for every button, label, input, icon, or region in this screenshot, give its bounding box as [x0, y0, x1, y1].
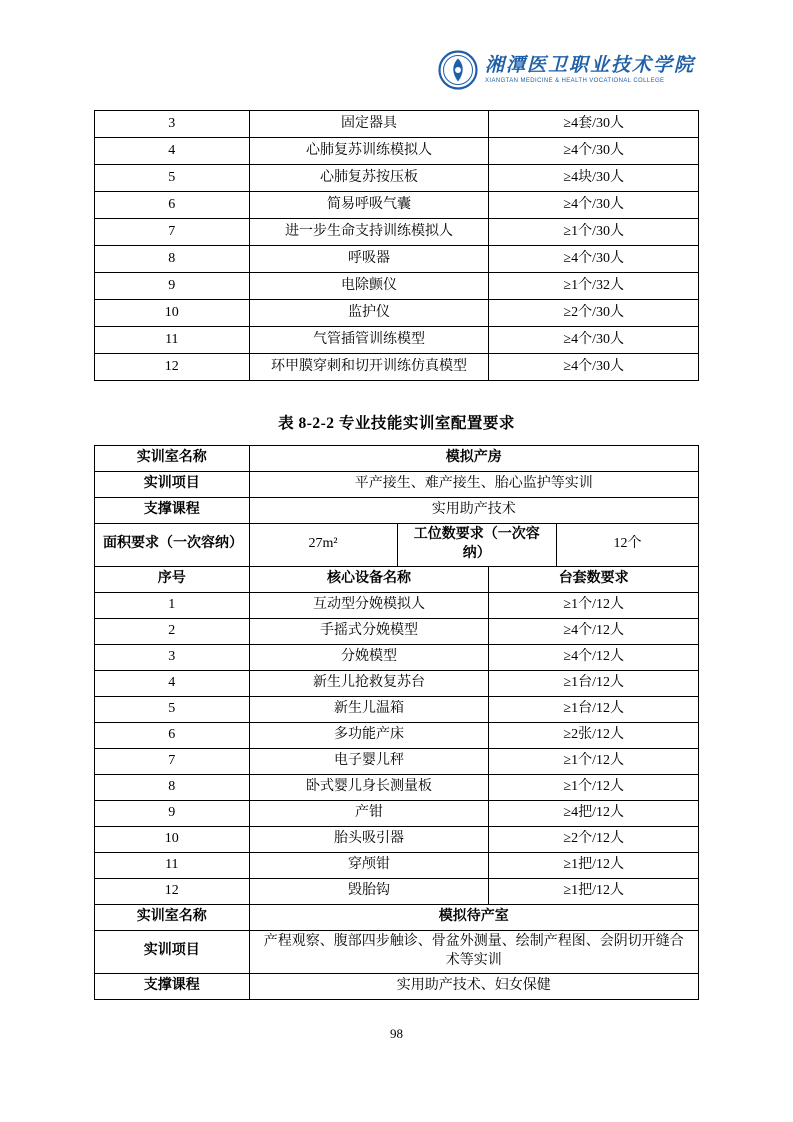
project-label: 实训项目: [95, 472, 250, 498]
table-row: [95, 722, 699, 748]
table-row: [95, 354, 699, 381]
cell-quantity-requirement: ≥1把/12人: [489, 852, 699, 878]
table-row: [95, 138, 699, 165]
cell-serial-number: 7: [95, 748, 250, 774]
project-row: [95, 472, 699, 498]
room-name-label: 实训室名称: [95, 446, 250, 472]
course2-value: 实用助产技术、妇女保健: [249, 973, 698, 999]
course-row: [95, 498, 699, 524]
room2-name-value: 模拟待产室: [249, 904, 698, 930]
cell-quantity-requirement: ≥2个/12人: [489, 826, 699, 852]
cell-equipment-name: 产钳: [249, 800, 489, 826]
project2-label: 实训项目: [95, 930, 250, 973]
cell-equipment-name: 卧式婴儿身长测量板: [249, 774, 489, 800]
table-row: [95, 246, 699, 273]
stations-label: 工位数要求（一次容纳）: [397, 524, 556, 567]
table-row: [95, 165, 699, 192]
cell-quantity-requirement: ≥4把/12人: [489, 800, 699, 826]
cell-serial-number: 1: [95, 592, 250, 618]
table-row: [95, 800, 699, 826]
cell-quantity-requirement: ≥4个/12人: [489, 644, 699, 670]
cell-quantity-requirement: ≥4个/30人: [489, 192, 699, 219]
cell-quantity-requirement: ≥2个/30人: [489, 300, 699, 327]
table-caption: 表 8-2-2 专业技能实训室配置要求: [278, 415, 515, 432]
cell-quantity-requirement: ≥4个/30人: [489, 327, 699, 354]
cell-equipment-name: 新生儿温箱: [249, 696, 489, 722]
cell-serial-number: 4: [95, 138, 250, 165]
cell-equipment-name: 进一步生命支持训练模拟人: [249, 219, 489, 246]
equipment-list-1: [95, 111, 699, 381]
cell-serial-number: 8: [95, 774, 250, 800]
table-row: [95, 670, 699, 696]
table-row: [95, 748, 699, 774]
table-row: [95, 852, 699, 878]
project-value: 平产接生、难产接生、胎心监护等实训: [249, 472, 698, 498]
cell-serial-number: 3: [95, 111, 250, 138]
area-stations-row: [95, 524, 699, 567]
cell-serial-number: 6: [95, 722, 250, 748]
training-room-body: [95, 446, 699, 1000]
cell-equipment-name: 心肺复苏按压板: [249, 165, 489, 192]
area-value: 27m²: [249, 524, 397, 567]
cell-serial-number: 3: [95, 644, 250, 670]
cell-equipment-name: 环甲膜穿刺和切开训练仿真模型: [249, 354, 489, 381]
cell-equipment-name: 分娩模型: [249, 644, 489, 670]
cell-equipment-name: 电子婴儿秤: [249, 748, 489, 774]
school-emblem-icon: [438, 50, 478, 90]
school-name-en: XIANGTAN MEDICINE & HEALTH VOCATIONAL COLLEGE: [484, 77, 665, 84]
header-quantity-requirement: 台套数要求: [489, 566, 699, 592]
table-row: [95, 327, 699, 354]
cell-quantity-requirement: ≥1台/12人: [489, 696, 699, 722]
training-room-table: [94, 445, 699, 1000]
room2-name-row: [95, 904, 699, 930]
cell-serial-number: 11: [95, 852, 250, 878]
cell-serial-number: 12: [95, 878, 250, 904]
cell-equipment-name: 监护仪: [249, 300, 489, 327]
cell-quantity-requirement: ≥1把/12人: [489, 878, 699, 904]
table-row: [95, 878, 699, 904]
cell-serial-number: 9: [95, 800, 250, 826]
cell-equipment-name: 气管插管训练模型: [249, 327, 489, 354]
cell-serial-number: 10: [95, 826, 250, 852]
cell-quantity-requirement: ≥2张/12人: [489, 722, 699, 748]
room-name-row: [95, 446, 699, 472]
cell-quantity-requirement: ≥1个/12人: [489, 774, 699, 800]
cell-quantity-requirement: ≥4个/30人: [489, 246, 699, 273]
area-label: 面积要求（一次容纳）: [95, 524, 250, 567]
cell-quantity-requirement: ≥1个/12人: [489, 592, 699, 618]
page-number: 98: [390, 1026, 403, 1041]
equipment-header-row: [95, 566, 699, 592]
equipment-table-continued: [94, 110, 699, 381]
cell-equipment-name: 多功能产床: [249, 722, 489, 748]
cell-equipment-name: 新生儿抢救复苏台: [249, 670, 489, 696]
cell-equipment-name: 毁胎钩: [249, 878, 489, 904]
cell-serial-number: 11: [95, 327, 250, 354]
course-label: 支撑课程: [95, 498, 250, 524]
table-row: [95, 192, 699, 219]
cell-equipment-name: 胎头吸引器: [249, 826, 489, 852]
table-row: [95, 826, 699, 852]
cell-quantity-requirement: ≥4块/30人: [489, 165, 699, 192]
header-equipment-name: 核心设备名称: [249, 566, 489, 592]
stations-value: 12个: [557, 524, 699, 567]
table-row: [95, 111, 699, 138]
header-serial-number: 序号: [95, 566, 250, 592]
course-value: 实用助产技术: [249, 498, 698, 524]
cell-quantity-requirement: ≥1个/12人: [489, 748, 699, 774]
cell-serial-number: 7: [95, 219, 250, 246]
course2-label: 支撑课程: [95, 973, 250, 999]
school-name: [485, 56, 695, 84]
table-row: [95, 618, 699, 644]
cell-quantity-requirement: ≥1台/12人: [489, 670, 699, 696]
table-row: [95, 774, 699, 800]
table-row: [95, 273, 699, 300]
cell-equipment-name: 手摇式分娩模型: [249, 618, 489, 644]
cell-equipment-name: 心肺复苏训练模拟人: [249, 138, 489, 165]
cell-equipment-name: 固定器具: [249, 111, 489, 138]
cell-serial-number: 4: [95, 670, 250, 696]
table-row: [95, 219, 699, 246]
room2-name-label: 实训室名称: [95, 904, 250, 930]
cell-quantity-requirement: ≥4个/30人: [489, 354, 699, 381]
cell-quantity-requirement: ≥4套/30人: [489, 111, 699, 138]
project2-row: [95, 930, 699, 973]
cell-serial-number: 8: [95, 246, 250, 273]
cell-serial-number: 12: [95, 354, 250, 381]
cell-quantity-requirement: ≥1个/30人: [489, 219, 699, 246]
cell-quantity-requirement: ≥1个/32人: [489, 273, 699, 300]
cell-equipment-name: 互动型分娩模拟人: [249, 592, 489, 618]
cell-serial-number: 6: [95, 192, 250, 219]
cell-serial-number: 2: [95, 618, 250, 644]
school-name-cn: 湘潭医卫职业技术学院: [484, 54, 695, 76]
cell-equipment-name: 简易呼吸气囊: [249, 192, 489, 219]
cell-equipment-name: 电除颤仪: [249, 273, 489, 300]
cell-equipment-name: 呼吸器: [249, 246, 489, 273]
project2-value: 产程观察、腹部四步触诊、骨盆外测量、绘制产程图、会阴切开缝合术等实训: [249, 930, 698, 973]
table-row: [95, 644, 699, 670]
cell-serial-number: 10: [95, 300, 250, 327]
cell-serial-number: 5: [95, 696, 250, 722]
cell-serial-number: 9: [95, 273, 250, 300]
page-content: [94, 110, 699, 1000]
cell-equipment-name: 穿颅钳: [249, 852, 489, 878]
table-row: [95, 696, 699, 722]
school-logo: [438, 50, 695, 90]
cell-quantity-requirement: ≥4个/12人: [489, 618, 699, 644]
course2-row: [95, 973, 699, 999]
cell-serial-number: 5: [95, 165, 250, 192]
table-row: [95, 300, 699, 327]
table-row: [95, 592, 699, 618]
cell-quantity-requirement: ≥4个/30人: [489, 138, 699, 165]
room-name-value: 模拟产房: [249, 446, 698, 472]
